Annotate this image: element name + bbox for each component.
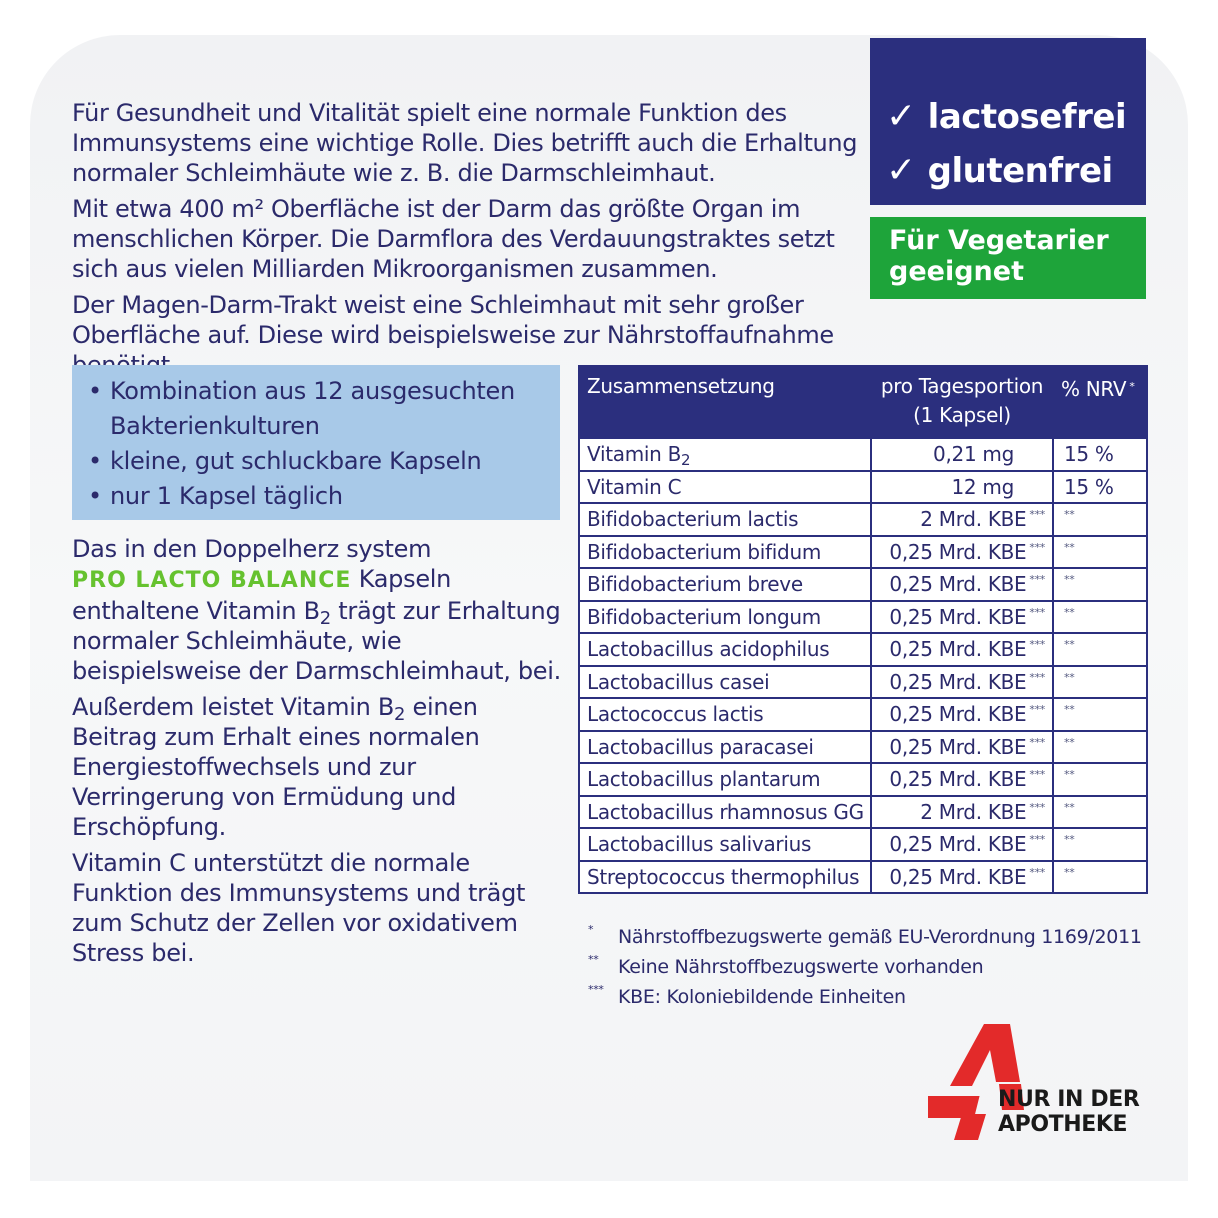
ingredient-amount — [871, 666, 1053, 699]
footnote-mark: * — [588, 923, 594, 936]
ingredient-name-text: Lactobacillus plantarum — [587, 767, 821, 792]
amount-text: 0,25 Mrd. KBE — [889, 539, 1027, 564]
amount-text: 0,25 Mrd. KBE — [889, 864, 1027, 889]
table-row — [579, 601, 1147, 634]
ingredient-name-text: Bifidobacterium breve — [587, 572, 803, 597]
header-daily-portion-line1: pro Tagesportion — [880, 374, 1044, 398]
table-row — [579, 796, 1147, 829]
subscript: 2 — [319, 608, 331, 630]
body-paragraph-3: Vitamin C unterstützt die normale Funktion des Immunsystems und trägt zum Schutz der Zellen vor oxidativem Stress bei. — [72, 849, 526, 967]
apotheke-line-2: APOTHEKE — [998, 1112, 1128, 1137]
ingredient-name — [579, 438, 871, 471]
footnote-2 — [588, 952, 1158, 982]
ingredient-amount — [871, 568, 1053, 601]
ingredient-nrv — [1053, 666, 1147, 699]
header-daily-portion-line2: (1 Kapsel) — [913, 403, 1011, 427]
checkmark-icon: ✓ — [886, 150, 916, 191]
amount-text: 0,21 mg — [933, 442, 1014, 467]
table-row — [579, 763, 1147, 796]
ingredient-nrv — [1053, 763, 1147, 796]
ingredient-amount — [871, 796, 1053, 829]
body-paragraph-2 — [72, 692, 562, 842]
footnote-mark: ** — [588, 953, 599, 966]
nrv-text: ** — [1064, 865, 1075, 879]
ingredient-name-text: Bifidobacterium longum — [587, 604, 821, 629]
table-row — [579, 666, 1147, 699]
footnote-mark: *** — [588, 983, 604, 996]
ingredient-amount — [871, 536, 1053, 569]
table-header-row — [579, 366, 1147, 438]
amount-footnote-mark: *** — [1029, 638, 1045, 652]
ingredient-name — [579, 666, 871, 699]
ingredient-amount — [871, 763, 1053, 796]
nrv-text: 15 % — [1064, 474, 1114, 499]
ingredient-amount — [871, 503, 1053, 536]
table-row — [579, 503, 1147, 536]
body-text-fragment: Das in den Doppelherz system — [72, 535, 432, 563]
table-body — [579, 438, 1147, 893]
ingredient-name-text: Lactobacillus casei — [587, 669, 770, 694]
ingredient-amount — [871, 438, 1053, 471]
ingredient-name-text: Lactobacillus acidophilus — [587, 637, 830, 662]
amount-footnote-mark: *** — [1029, 703, 1045, 717]
nrv-text: ** — [1064, 735, 1075, 749]
amount-footnote-mark: *** — [1029, 508, 1045, 522]
ingredient-name — [579, 471, 871, 504]
ingredient-name — [579, 828, 871, 861]
amount-text: 0,25 Mrd. KBE — [889, 734, 1027, 759]
ingredient-nrv — [1053, 601, 1147, 634]
header-nrv-label: % NRV — [1061, 377, 1127, 401]
ingredient-name — [579, 503, 871, 536]
table-row — [579, 861, 1147, 894]
ingredient-amount — [871, 698, 1053, 731]
intro-text — [72, 98, 862, 386]
amount-text: 12 mg — [951, 474, 1014, 499]
table-row — [579, 438, 1147, 471]
ingredient-nrv — [1053, 503, 1147, 536]
footnote-1 — [588, 922, 1158, 952]
nrv-text: ** — [1064, 573, 1075, 587]
table-row — [579, 698, 1147, 731]
amount-text: 0,25 Mrd. KBE — [889, 637, 1027, 662]
nrv-text: ** — [1064, 670, 1075, 684]
ingredient-name-text: Lactobacillus paracasei — [587, 734, 814, 759]
intro-paragraph-3: Der Magen-Darm-Trakt weist eine Schleimhaut mit sehr großer Oberfläche auf. Diese wird beispielsweise zur Nährstoffaufnahme — [72, 291, 834, 349]
amount-text: 0,25 Mrd. KBE — [889, 767, 1027, 792]
free-from-badge — [870, 38, 1146, 205]
nrv-text: ** — [1064, 638, 1075, 652]
body-text-fragment: Kapseln enthaltene Vitamin B — [72, 565, 452, 625]
ingredient-nrv — [1053, 633, 1147, 666]
ingredient-nrv — [1053, 796, 1147, 829]
body-text-fragment: einen Beitrag zum Erhalt eines normalen Energiestoffwechsels und zur Verringerung von Ermüdung und Erschöpfung. — [72, 693, 480, 841]
ingredient-amount — [871, 828, 1053, 861]
ingredient-nrv — [1053, 698, 1147, 731]
vegetarian-line-1: Für Vegetarier — [889, 225, 1109, 256]
ingredient-amount — [871, 731, 1053, 764]
amount-footnote-mark: *** — [1029, 573, 1045, 587]
ingredient-name-text: Bifidobacterium lactis — [587, 507, 799, 532]
lactose-free-label: lactosefrei — [927, 97, 1127, 137]
nrv-text: ** — [1064, 703, 1075, 717]
apotheke-line-1: NUR IN DER — [998, 1087, 1140, 1112]
amount-text: 0,25 Mrd. KBE — [889, 604, 1027, 629]
amount-footnote-mark: *** — [1029, 735, 1045, 749]
feature-item: • kleine, gut schluckbare Kapseln — [82, 444, 550, 479]
ingredient-nrv — [1053, 471, 1147, 504]
table-row — [579, 536, 1147, 569]
amount-text: 0,25 Mrd. KBE — [889, 669, 1027, 694]
footnote-text: KBE: Koloniebildende Einheiten — [618, 986, 906, 1008]
amount-text: 2 Mrd. KBE — [920, 799, 1027, 824]
header-daily-portion — [871, 366, 1053, 438]
ingredient-name — [579, 861, 871, 894]
ingredient-name — [579, 731, 871, 764]
feature-list — [82, 374, 550, 514]
footnote-text: Keine Nährstoffbezugswerte vorhanden — [618, 956, 984, 978]
gluten-free-label: glutenfrei — [927, 151, 1113, 191]
footnotes — [588, 922, 1158, 1012]
ingredient-amount — [871, 633, 1053, 666]
ingredient-name-text: Lactobacillus salivarius — [587, 832, 812, 857]
footnote-text: Nährstoffbezugswerte gemäß EU-Verordnung 1169/2011 — [618, 926, 1142, 948]
subscript: 2 — [394, 704, 406, 726]
intro-paragraph-2: Mit etwa 400 m² Oberfläche ist der Darm das größte Organ im menschlichen Körper. Die Darmflora des Verdauungstraktes setzt sich aus vielen Milliarden Mikroorganismen zusammen. — [72, 195, 835, 283]
footnote-3 — [588, 982, 1158, 1012]
header-nrv-star: * — [1129, 380, 1135, 393]
table-row — [579, 568, 1147, 601]
nrv-text: ** — [1064, 605, 1075, 619]
apotheke-logo-text — [998, 1087, 1139, 1137]
checkmark-icon: ✓ — [886, 96, 916, 137]
lactose-free-row — [886, 90, 1146, 144]
intro-paragraph-1: Für Gesundheit und Vitalität spielt eine normale Funktion des Immunsystems eine wichtige Rolle. Dies betrifft auch die Erhaltung normaler Schleimhäute wie z. B. die Darmschleimhaut. — [72, 99, 858, 187]
ingredient-nrv — [1053, 438, 1147, 471]
amount-text: 0,25 Mrd. KBE — [889, 832, 1027, 857]
ingredient-name — [579, 601, 871, 634]
table-row — [579, 471, 1147, 504]
amount-text: 2 Mrd. KBE — [920, 507, 1027, 532]
ingredient-name — [579, 763, 871, 796]
ingredient-name-text: Lactobacillus rhamnosus GG — [587, 799, 864, 824]
ingredient-name-text: Bifidobacterium bifidum — [587, 539, 821, 564]
nrv-text: ** — [1064, 800, 1075, 814]
feature-bullet-box — [72, 365, 560, 520]
amount-footnote-mark: *** — [1029, 605, 1045, 619]
header-nrv — [1053, 366, 1147, 438]
ingredient-name — [579, 796, 871, 829]
nrv-text: ** — [1064, 508, 1075, 522]
amount-footnote-mark: *** — [1029, 540, 1045, 554]
ingredient-name-text: Streptococcus thermophilus — [587, 864, 860, 889]
ingredient-nrv — [1053, 828, 1147, 861]
amount-footnote-mark: *** — [1029, 865, 1045, 879]
amount-footnote-mark: *** — [1029, 833, 1045, 847]
ingredient-name — [579, 536, 871, 569]
feature-item: • Kombination aus 12 ausgesuchten Bakterienkulturen — [82, 374, 550, 444]
badges — [870, 38, 1146, 299]
nrv-text: ** — [1064, 768, 1075, 782]
ingredient-amount — [871, 601, 1053, 634]
ingredient-nrv — [1053, 536, 1147, 569]
ingredient-name-text: Vitamin C — [587, 474, 682, 499]
brand-name: PRO LACTO BALANCE — [72, 568, 352, 593]
ingredient-name-text: Lactococcus lactis — [587, 702, 764, 727]
ingredient-name — [579, 698, 871, 731]
feature-item: • nur 1 Kapsel täglich — [82, 479, 550, 514]
header-composition: Zusammensetzung — [579, 366, 871, 438]
nrv-text: 15 % — [1064, 442, 1114, 467]
body-paragraph-1 — [72, 534, 562, 686]
table-row — [579, 731, 1147, 764]
ingredient-amount — [871, 471, 1053, 504]
table-row — [579, 633, 1147, 666]
table-row — [579, 828, 1147, 861]
body-text-fragment: Außerdem leistet Vitamin B — [72, 693, 395, 721]
composition-table — [578, 365, 1148, 894]
nrv-text: ** — [1064, 540, 1075, 554]
ingredient-name — [579, 568, 871, 601]
ingredient-amount — [871, 861, 1053, 894]
vegetarian-line-2: geeignet — [889, 256, 1024, 287]
amount-footnote-mark: *** — [1029, 670, 1045, 684]
amount-footnote-mark: *** — [1029, 768, 1045, 782]
ingredient-name-text: Vitamin B — [587, 442, 681, 467]
amount-text: 0,25 Mrd. KBE — [889, 572, 1027, 597]
ingredient-name — [579, 633, 871, 666]
ingredient-nrv — [1053, 568, 1147, 601]
body-text-fragment: trägt zur Erhaltung normaler Schleimhäute, wie beispielsweise der Darmschleimhaut, bei. — [72, 597, 561, 685]
amount-footnote-mark: *** — [1029, 800, 1045, 814]
nrv-text: ** — [1064, 833, 1075, 847]
amount-text: 0,25 Mrd. KBE — [889, 702, 1027, 727]
composition-table-wrapper — [578, 365, 1146, 894]
body-text — [72, 534, 562, 974]
subscript: 2 — [681, 451, 691, 470]
ingredient-nrv — [1053, 861, 1147, 894]
vegetarian-badge — [870, 217, 1146, 299]
gluten-free-row — [886, 144, 1146, 198]
ingredient-nrv — [1053, 731, 1147, 764]
